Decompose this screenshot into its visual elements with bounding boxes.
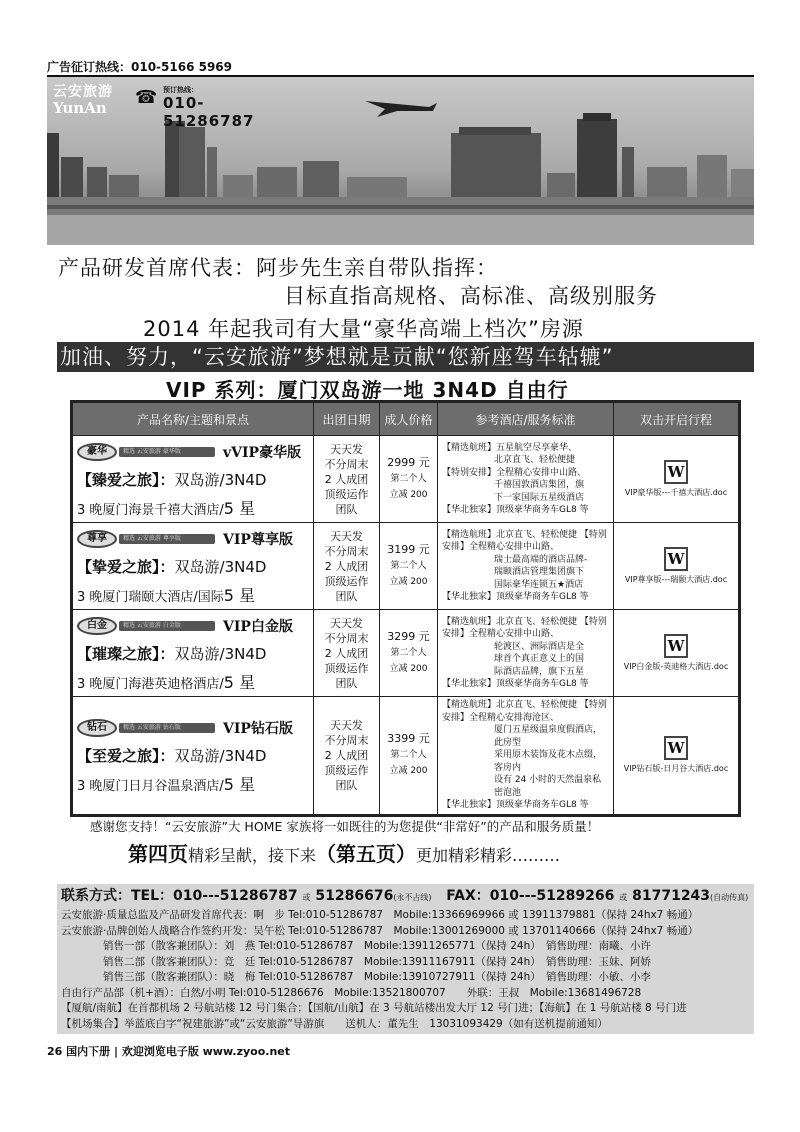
trip-name: 【至爱之旅】： bbox=[77, 747, 175, 766]
trip-name: 【臻爱之旅】： bbox=[77, 471, 175, 489]
service-line: 球首个真正意义上的国 bbox=[494, 654, 585, 664]
tier-badge: 豪华 bbox=[77, 443, 117, 461]
date-line: 天天发 bbox=[330, 442, 363, 456]
service-line: 【特别安排】全程精心安排中山路、 bbox=[442, 616, 607, 639]
product-cell bbox=[72, 523, 314, 610]
header-price: 成人价格 bbox=[380, 402, 438, 436]
logo-en: YunAn bbox=[53, 99, 107, 117]
date-line: 2 人成团 bbox=[324, 646, 369, 660]
doc-filename[interactable]: VIP钻石版-日月谷大酒店.doc bbox=[623, 764, 729, 774]
contact-fax2: 81771243 bbox=[632, 888, 711, 904]
next-page-part3: （第五页） bbox=[316, 842, 417, 866]
service-line: 下一家国际五星级酒店 bbox=[494, 492, 585, 503]
product-table bbox=[70, 400, 741, 817]
service-line: 【特别安排】全程精心安排中山路、 bbox=[442, 467, 587, 478]
date-line: 团队 bbox=[335, 502, 358, 516]
price: 3199 元 bbox=[387, 543, 430, 556]
trip-route: 双岛游/3N4D bbox=[174, 645, 267, 663]
contact-line: 销售三部（散客兼团队）：晓 梅 Tel:010-51286787 Mobile:13910727911（保持 24h） 销售助理：小敏、小李 bbox=[61, 971, 651, 983]
contact-line: 云安旅游·品牌创始人战略合作签约开发：吴午松 Tel:010-51286787 Mobile:13001269000 或 13701140666（保持 24hx7 畅通） bbox=[61, 924, 699, 937]
page-footer: 26 国内下册 | 欢迎浏览电子版 www.zyoo.net bbox=[47, 1045, 291, 1058]
price-note: 第二个人 bbox=[390, 750, 427, 761]
contact-tel2: 51286676 bbox=[315, 888, 394, 904]
date-line: 顶级运作 bbox=[324, 763, 369, 777]
price-discount: 立减 200 bbox=[389, 664, 428, 674]
next-page-note bbox=[128, 838, 560, 867]
date-line: 顶级运作 bbox=[324, 661, 369, 675]
hotel-name: 3 晚厦门海景千禧大酒店/ bbox=[77, 503, 224, 518]
doc-filename[interactable]: VIP白金版-英迪格大酒店.doc bbox=[623, 662, 729, 671]
hotel-stars: 5 星 bbox=[223, 499, 256, 518]
contact-fax: FAX：010---51289266 bbox=[446, 888, 615, 904]
price-note: 第二个人 bbox=[390, 474, 427, 484]
trip-name: 【璀璨之旅】： bbox=[77, 645, 175, 663]
date-line: 不分周末 bbox=[324, 544, 369, 558]
contact-line: 销售一部（散客兼团队）：刘 燕 Tel:010-51286787 Mobile:13911265771（保持 24h） 销售助理：南曦、小许 bbox=[61, 940, 651, 952]
hotel-stars: 5 星 bbox=[223, 586, 256, 605]
service-line: 【华北独家】顶级豪华商务车GL8 等 bbox=[442, 592, 589, 602]
date-line: 团队 bbox=[335, 589, 358, 603]
service-line: 瑞颐酒店管理集团旗下 bbox=[494, 567, 585, 577]
hotel-name: 3 晚厦门海港英迪格酒店/ bbox=[77, 677, 224, 692]
badge-caption: 精选 云安旅游 白金版 bbox=[119, 621, 215, 631]
date-cell bbox=[314, 523, 380, 610]
date-line: 团队 bbox=[335, 778, 358, 792]
thanks-note: 感谢您支持！“云安旅游”大 HOME 家族将一如既往的为您提供“非常好”的产品和服务质量！ bbox=[90, 819, 600, 834]
header-product: 产品名称/主题和景点 bbox=[72, 402, 314, 436]
booking-phone bbox=[135, 83, 285, 130]
hotel-name: 3 晚厦门日月谷温泉酒店/ bbox=[77, 779, 224, 795]
price: 3399 元 bbox=[387, 732, 430, 746]
banner-photo bbox=[47, 77, 754, 245]
logo-cn: 云安旅游 bbox=[53, 84, 113, 100]
service-line: 际酒店品牌，旗下五星 bbox=[494, 666, 585, 677]
service-line: 【华北独家】顶级豪华商务车GL8 等 bbox=[442, 800, 589, 810]
slogan-line4: 加油、努力，“云安旅游”梦想就是贡献“您新座驾车轱辘” bbox=[57, 342, 754, 372]
doc-filename[interactable]: VIP尊享版---瑞颐大酒店.doc bbox=[624, 575, 728, 584]
service-line: 【华北独家】顶级豪华商务车GL8 等 bbox=[442, 679, 589, 689]
service-line: 厦门五星级温泉度假酒店，此房型 bbox=[494, 725, 603, 748]
date-line: 顶级运作 bbox=[324, 574, 369, 588]
contact-fax-note: (自动传真) bbox=[710, 893, 749, 902]
itinerary-link[interactable] bbox=[614, 436, 740, 523]
trip-route: 双岛游/3N4D bbox=[174, 471, 267, 489]
contact-tel-note: (永不占线) bbox=[393, 893, 432, 902]
contact-line: 云安旅游·质量总监及产品研发首席代表：啊 步 Tel:010-51286787 Mobile:13366969966 或 13911379881（保持 24hx7 畅通） bbox=[61, 909, 699, 921]
header-date: 出团日期 bbox=[314, 402, 380, 436]
vip-version bbox=[223, 616, 293, 636]
ad-hotline: 广告征订热线：010-5166 5969 bbox=[47, 60, 233, 74]
service-line: 【精选航班】北京直飞、轻松便捷 bbox=[442, 700, 578, 710]
header-hotel: 参考酒店/服务标准 bbox=[438, 402, 614, 436]
next-page-part4: 更加精彩精彩……… bbox=[416, 846, 561, 865]
slogan-line2: 目标直指高规格、高标准、高级别服务 bbox=[284, 284, 658, 308]
slogan-line3: 2014 年起我司有大量“豪华高端上档次”房源 bbox=[143, 317, 584, 341]
tier-badge: 白金 bbox=[77, 617, 117, 635]
service-line: 【华北独家】顶级豪华商务车GL8 等 bbox=[442, 505, 589, 515]
badge-caption: 精选 云安旅游 尊享版 bbox=[119, 534, 215, 544]
date-cell bbox=[314, 697, 380, 816]
product-row bbox=[72, 697, 740, 816]
vip-version-label: VIP豪华版 bbox=[231, 445, 302, 461]
contact-lines bbox=[61, 908, 750, 1032]
product-row bbox=[72, 523, 740, 610]
trip-name: 【挚爱之旅】： bbox=[77, 558, 175, 576]
product-cell bbox=[72, 610, 314, 697]
date-line: 2 人成团 bbox=[324, 559, 369, 573]
contact-line: 【厦航/南航】在首都机场 2 号航站楼 12 号门集合；【国航/山航】在 3 号航站楼出发大厅 12 号门进；【海航】在 1 号航站楼 8 号门进 bbox=[61, 1002, 687, 1014]
brand-logo bbox=[53, 81, 133, 115]
price-cell bbox=[380, 436, 438, 523]
date-line: 天天发 bbox=[330, 718, 363, 732]
vip-version bbox=[223, 718, 293, 738]
contact-main-line bbox=[61, 886, 750, 908]
service-line: 轮渡区、洲际酒店是全 bbox=[494, 641, 585, 652]
word-doc-icon[interactable]: W bbox=[664, 460, 688, 484]
product-cell bbox=[72, 697, 314, 816]
price-discount: 立减 200 bbox=[389, 490, 428, 500]
service-cell bbox=[438, 436, 614, 523]
vip-version bbox=[223, 529, 293, 549]
service-line: 【特别安排】全程精心安排中山路、 bbox=[442, 529, 607, 552]
service-line: 千禧国敦酒店集团，旗 bbox=[494, 480, 585, 490]
date-line: 团队 bbox=[335, 676, 358, 690]
product-row bbox=[72, 436, 740, 523]
trip-route: 双岛游/3N4D bbox=[174, 747, 267, 766]
phone-number: 010-51286787 bbox=[163, 94, 255, 130]
slogan-line1: 产品研发首席代表：阿步先生亲自带队指挥： bbox=[58, 256, 498, 280]
tier-badge: 钻石 bbox=[77, 719, 117, 737]
tier-badge: 尊享 bbox=[77, 530, 117, 548]
service-line: 设有 24 小时的天然温泉私密泡池 bbox=[494, 775, 602, 798]
hotel-stars: 5 星 bbox=[223, 673, 256, 692]
price-cell bbox=[380, 697, 438, 816]
contact-line: 自由行产品部（机+酒）：白然/小明 Tel:010-51286676 Mobile:13521800707 外联：王叔 Mobile:13681496728 bbox=[61, 986, 642, 999]
vip-prefix: v bbox=[223, 445, 232, 461]
vip-version bbox=[223, 442, 301, 462]
phone-icon: ☎ bbox=[135, 87, 158, 108]
badge-caption: 精选 云安旅游 钻石版 bbox=[119, 723, 215, 733]
hotel-name: 3 晚厦门瑞颐大酒店/国际 bbox=[77, 590, 224, 605]
date-cell bbox=[314, 610, 380, 697]
vip-version-label: VIP尊享版 bbox=[223, 532, 293, 548]
hotel-stars: 5 星 bbox=[223, 775, 256, 795]
service-cell bbox=[438, 523, 614, 610]
word-doc-icon[interactable]: W bbox=[664, 547, 688, 571]
contact-line: 【机场集合】举蓝底白字“祝建旅游”或“云安旅游”导游旗 送机人：董先生 13031093429（如有送机提前通知） bbox=[61, 1017, 608, 1030]
date-line: 天天发 bbox=[330, 616, 363, 630]
date-line: 不分周末 bbox=[324, 631, 369, 645]
service-line: 【精选航班】北京直飞、轻松便捷 bbox=[442, 616, 578, 627]
next-page-part1: 第四页 bbox=[128, 842, 188, 866]
doc-filename[interactable]: VIP豪华版---千禧大酒店.doc bbox=[624, 488, 728, 497]
service-line: 采用原木装饰及花木点缀，客房内 bbox=[494, 750, 603, 773]
service-cell bbox=[438, 610, 614, 697]
price-note: 第二个人 bbox=[390, 561, 427, 571]
itinerary-link[interactable] bbox=[614, 610, 740, 697]
word-doc-icon[interactable]: W bbox=[664, 634, 688, 658]
price-discount: 立减 200 bbox=[389, 766, 428, 777]
trip-route: 双岛游/3N4D bbox=[174, 558, 267, 576]
price-discount: 立减 200 bbox=[389, 577, 428, 587]
date-line: 2 人成团 bbox=[324, 472, 369, 486]
contact-tel: 联系方式：TEL：010---51286787 bbox=[61, 888, 298, 904]
next-page-part2: 精彩呈献，接下来 bbox=[188, 846, 317, 865]
date-line: 不分周末 bbox=[324, 457, 369, 471]
date-line: 顶级运作 bbox=[324, 487, 369, 501]
contact-or-2: 或 bbox=[619, 893, 628, 902]
date-line: 不分周末 bbox=[324, 733, 369, 747]
contact-box bbox=[57, 884, 754, 1034]
contact-line: 销售二部（散客兼团队）：竞 廷 Tel:010-51286787 Mobile:13911167911（保持 24h） 销售助理：玉妹、阿娇 bbox=[61, 955, 651, 968]
service-line: 【特别安排】全程精心安排海沧区、 bbox=[442, 700, 607, 723]
product-row bbox=[72, 610, 740, 697]
date-line: 天天发 bbox=[330, 529, 363, 543]
itinerary-link[interactable] bbox=[614, 697, 740, 816]
date-cell bbox=[314, 436, 380, 523]
product-cell bbox=[72, 436, 314, 523]
table-header-row bbox=[72, 402, 740, 436]
series-title: VIP 系列：厦门双岛游一地 3N4D 自由行 bbox=[166, 378, 569, 402]
contact-or-1: 或 bbox=[302, 893, 311, 902]
vip-version-label: VIP白金版 bbox=[223, 619, 293, 635]
price-cell bbox=[380, 523, 438, 610]
vip-version-label: VIP钻石版 bbox=[223, 721, 293, 738]
price: 3299 元 bbox=[387, 630, 430, 643]
phone-label: 预订热线： bbox=[163, 86, 198, 94]
price: 2999 元 bbox=[387, 456, 430, 469]
service-line: 【精选航班】北京直飞、轻松便捷 bbox=[442, 529, 578, 540]
header-itinerary: 双击开启行程 bbox=[614, 402, 740, 436]
date-line: 2 人成团 bbox=[324, 748, 369, 762]
service-line: 【精选航班】五星航空尽享豪华、 bbox=[442, 442, 578, 453]
service-line: 北京直飞、轻松便捷 bbox=[494, 455, 576, 465]
service-cell bbox=[438, 697, 614, 816]
service-line: 国际豪华连锁五★酒店 bbox=[494, 579, 584, 590]
price-cell bbox=[380, 610, 438, 697]
price-note: 第二个人 bbox=[390, 648, 427, 658]
word-doc-icon[interactable]: W bbox=[664, 736, 688, 760]
badge-caption: 精选 云安旅游 豪华版 bbox=[119, 447, 215, 457]
service-line: 瑞士最高端的酒店品牌- bbox=[494, 554, 588, 565]
itinerary-link[interactable] bbox=[614, 523, 740, 610]
